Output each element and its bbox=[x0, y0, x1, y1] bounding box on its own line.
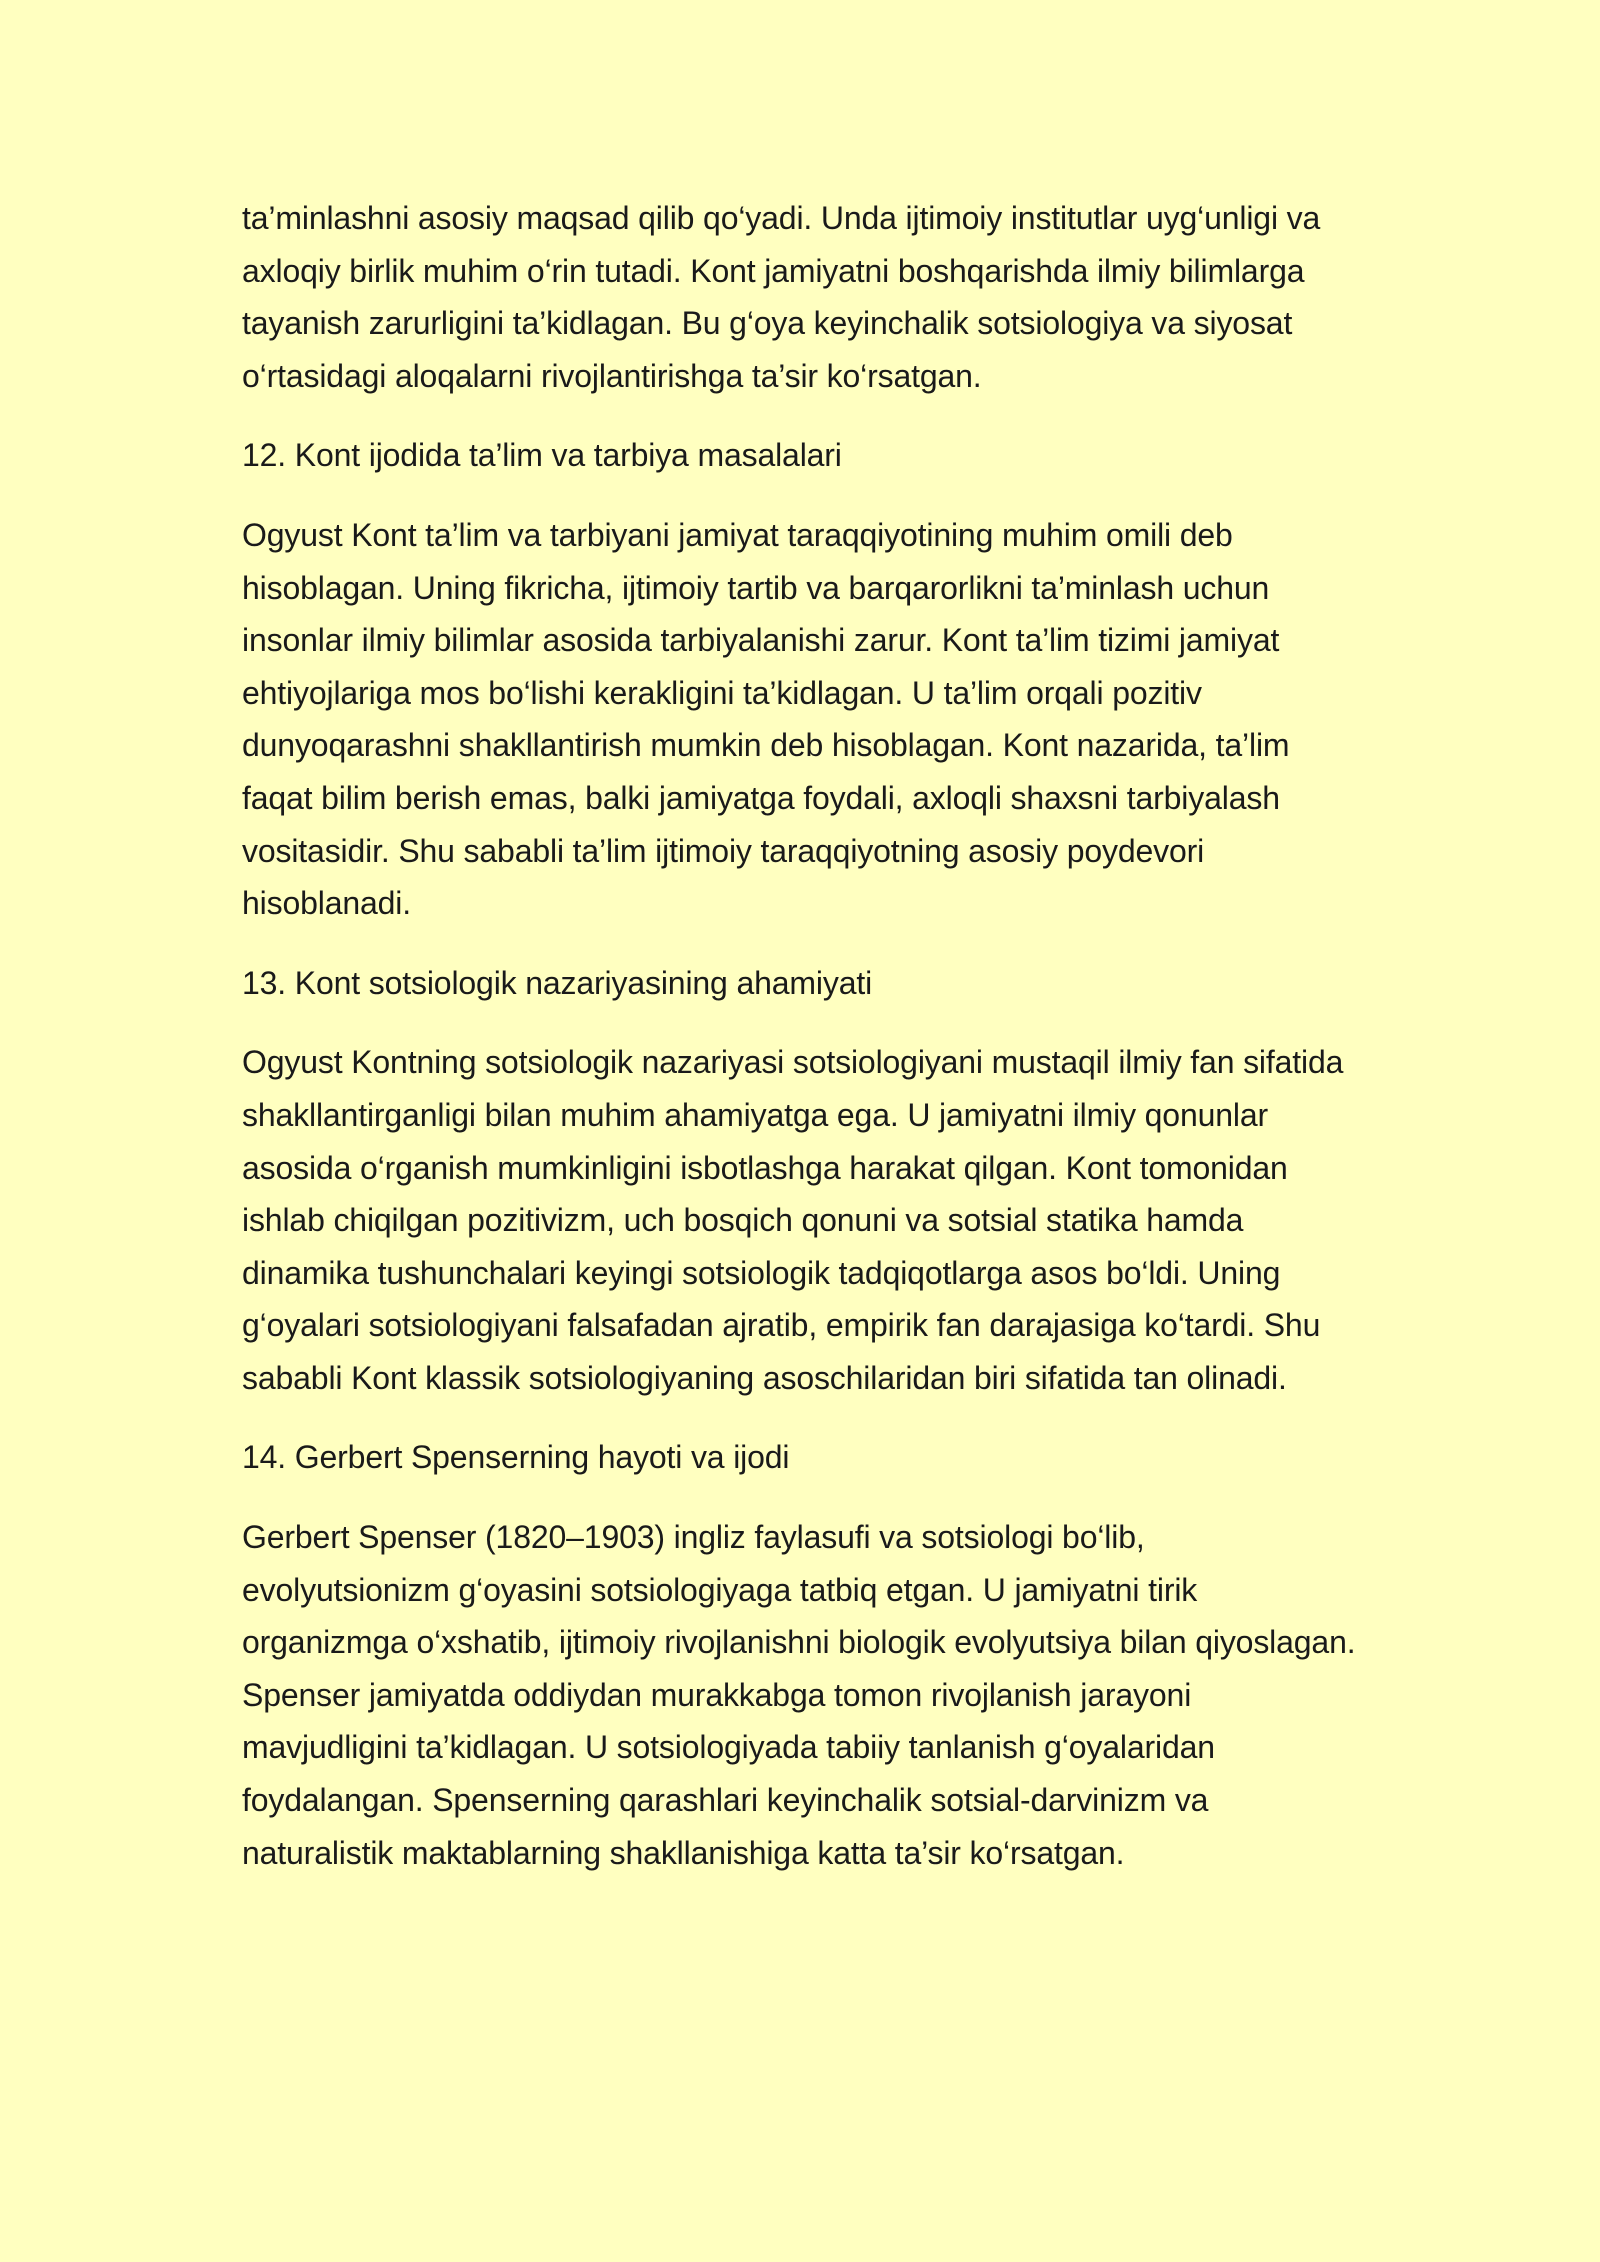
section-heading-12: 12. Kont ijodida ta’lim va tarbiya masalalari bbox=[242, 437, 842, 474]
section-heading-14: 14. Gerbert Spenserning hayoti va ijodi bbox=[242, 1439, 790, 1476]
paragraph-spencer: Gerbert Spenser (1820–1903) ingliz faylasufi va sotsiologi bo‘lib, evolyutsionizm g‘oyasini sotsiologiyaga tatbiq etgan. U jamiyatni tirik organizmga o‘xshatib, ijtimoiy rivojlanishni biologik evolyutsiya bilan qiyoslagan. Spenser jamiyatda oddiydan murakkabga tomon rivojlanish jarayoni mavjudligini ta’kidlagan. U sotsiologiyada tabiiy tanlanish g‘oyalaridan foydalangan. Spenserning qarashlari keyinchalik sotsial-darvinizm va naturalistik maktablarning shakllanishiga katta ta’sir ko‘rsatgan. bbox=[242, 1519, 1356, 1871]
paragraph-continuation: ta’minlashni asosiy maqsad qilib qo‘yadi. Unda ijtimoiy institutlar uyg‘unligi va axloqiy birlik muhim o‘rin tutadi. Kont jamiyatni boshqarishda ilmiy bilimlarga tayanish zarurligini ta’kidlagan. Bu g‘oya keyinchalik sotsiologiya va siyosat o‘rtasidagi aloqalarni rivojlantirishga ta’sir ko‘rsatgan. bbox=[242, 200, 1321, 394]
section-heading-13: 13. Kont sotsiologik nazariyasining ahamiyati bbox=[242, 964, 873, 1001]
paragraph-significance: Ogyust Kontning sotsiologik nazariyasi sotsiologiyani mustaqil ilmiy fan sifatida shakllantirganligi bilan muhim ahamiyatga ega. U jamiyatni ilmiy qonunlar asosida o‘rganish mumkinligini isbotlashga harakat qilgan. Kont tomonidan ishlab chiqilgan pozitivizm, uch bosqich qonuni va sotsial statika hamda dinamika tushunchalari keyingi sotsiologik tadqiqotlarga asos bo‘ldi. Uning g‘oyalari sotsiologiyani falsafadan ajratib, empirik fan darajasiga ko‘tardi. Shu sababli Kont klassik sotsiologiyaning asoschilaridan biri sifatida tan olinadi. bbox=[242, 1044, 1344, 1396]
paragraph-education: Ogyust Kont ta’lim va tarbiyani jamiyat taraqqiyotining muhim omili deb hisoblagan. Uning fikricha, ijtimoiy tartib va barqarorlikni ta’minlash uchun insonlar ilmiy bilimlar asosida tarbiyalanishi zarur. Kont ta’lim tizimi jamiyat ehtiyojlariga mos bo‘lishi kerakligini ta’kidlagan. U ta’lim orqali pozitiv dunyoqarashni shakllantirish mumkin deb hisoblagan. Kont nazarida, ta’lim faqat bilim berish emas, balki jamiyatga foydali, axloqli shaxsni tarbiyalash vositasidir. Shu sababli ta’lim ijtimoiy taraqqiyotning asosiy poydevori hisoblanadi. bbox=[242, 516, 1290, 922]
